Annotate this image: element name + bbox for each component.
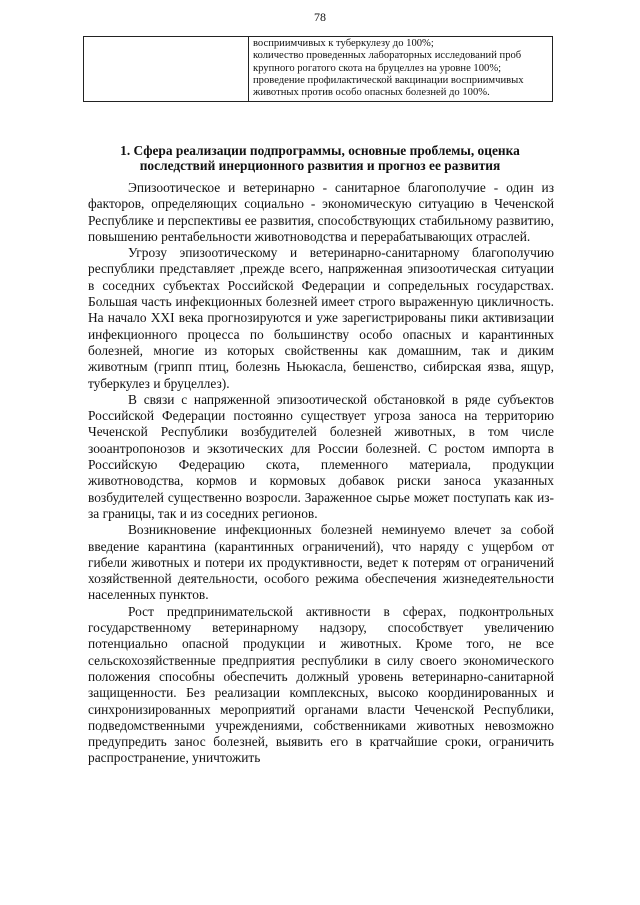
paragraph: Угрозу эпизоотическому и ветеринарно-санитарному благополучию республики представляет ,прежде всего, напряженная эпизоотическая ситуации в соседних субъектах Российской Федерации и сопредельных государствах. Большая часть инфекционных болезней имеет строго выраженную цикличность. На начало XXI века прогнозируются и уже зарегистрированы пики активизации инфекционного процесса по большинству особо опасных и карантинных болезней, многие из которых свойственны как домашним, так и диким животным (грипп птиц, болезнь Ньюкасла, бешенство, сибирская язва, ящур, туберкулез и бруцеллез). xyxy=(88,245,554,391)
continuation-table xyxy=(83,36,553,102)
body-text xyxy=(88,180,554,767)
section-heading xyxy=(86,143,554,173)
indicator-line: крупного рогатого скота на бруцеллез на уровне 100%; xyxy=(253,62,502,74)
indicator-line: количество проведенных лабораторных исследований проб xyxy=(253,50,522,62)
paragraph: Рост предпринимательской активности в сферах, подконтрольных государственному ветеринарному надзору, способствует увеличению потенциально опасной продукции и животных. Кроме того, не все сельскохозяйственные предприятия республики в силу своего экономического положения способны обеспечить должный уровень ветеринарно-санитарной защищенности. Без реализации комплексных, высоко координированных и синхронизированных мероприятий органами власти Чеченской Республики, подведомственными учреждениями, собственниками животных невозможно предупредить занос болезней, выявить его в кратчайшие сроки, ограничить распространение, уничтожить xyxy=(88,603,554,766)
page-number: 78 xyxy=(314,10,326,24)
table-cell-indicators xyxy=(249,37,553,102)
paragraph: Эпизоотическое и ветеринарно - санитарное благополучие - один из факторов, определяющих социально - экономическую ситуацию в Чеченской Республике и перспективы ее развития, способствующих стабильному развитию, повышению рентабельности животноводства и перерабатывающих отраслей. xyxy=(88,180,554,244)
section-heading-line: 1. Сфера реализации подпрограммы, основные проблемы, оценка xyxy=(120,143,520,158)
indicator-line: животных против особо опасных болезней до 100%. xyxy=(253,87,490,99)
section-heading-line: последствий инерционного развития и прогноз ее развития xyxy=(139,158,501,173)
table-cell-empty xyxy=(84,37,249,102)
paragraph: Возникновение инфекционных болезней неминуемо влечет за собой введение карантина (карантинных ограничений), что наряду с ущербом от гибели животных и потери их продуктивности, ведет к потерям от ограничений хозяйственной деятельности, особого режима обеспечения жизнедеятельности населенных пунктов. xyxy=(88,522,554,603)
table-row xyxy=(84,37,553,102)
indicator-line: восприимчивых к туберкулезу до 100%; xyxy=(253,38,434,49)
indicator-line: проведение профилактической вакцинации восприимчивых xyxy=(253,74,524,86)
paragraph: В связи с напряженной эпизоотической обстановкой в ряде субъектов Российской Федерации постоянно существует угроза заноса на территорию Чеченской Республики возбудителей болезней животных, в том числе зооантропонозов и экзотических для России болезней. С ростом импорта в Российскую Федерацию скота, племенного материала, продукции животноводства, кормов и кормовых добавок риски заноса указанных возбудителей существенно возросли. Зараженное сырье может поступать как из-за границы, так и из соседних регионов. xyxy=(88,391,554,521)
